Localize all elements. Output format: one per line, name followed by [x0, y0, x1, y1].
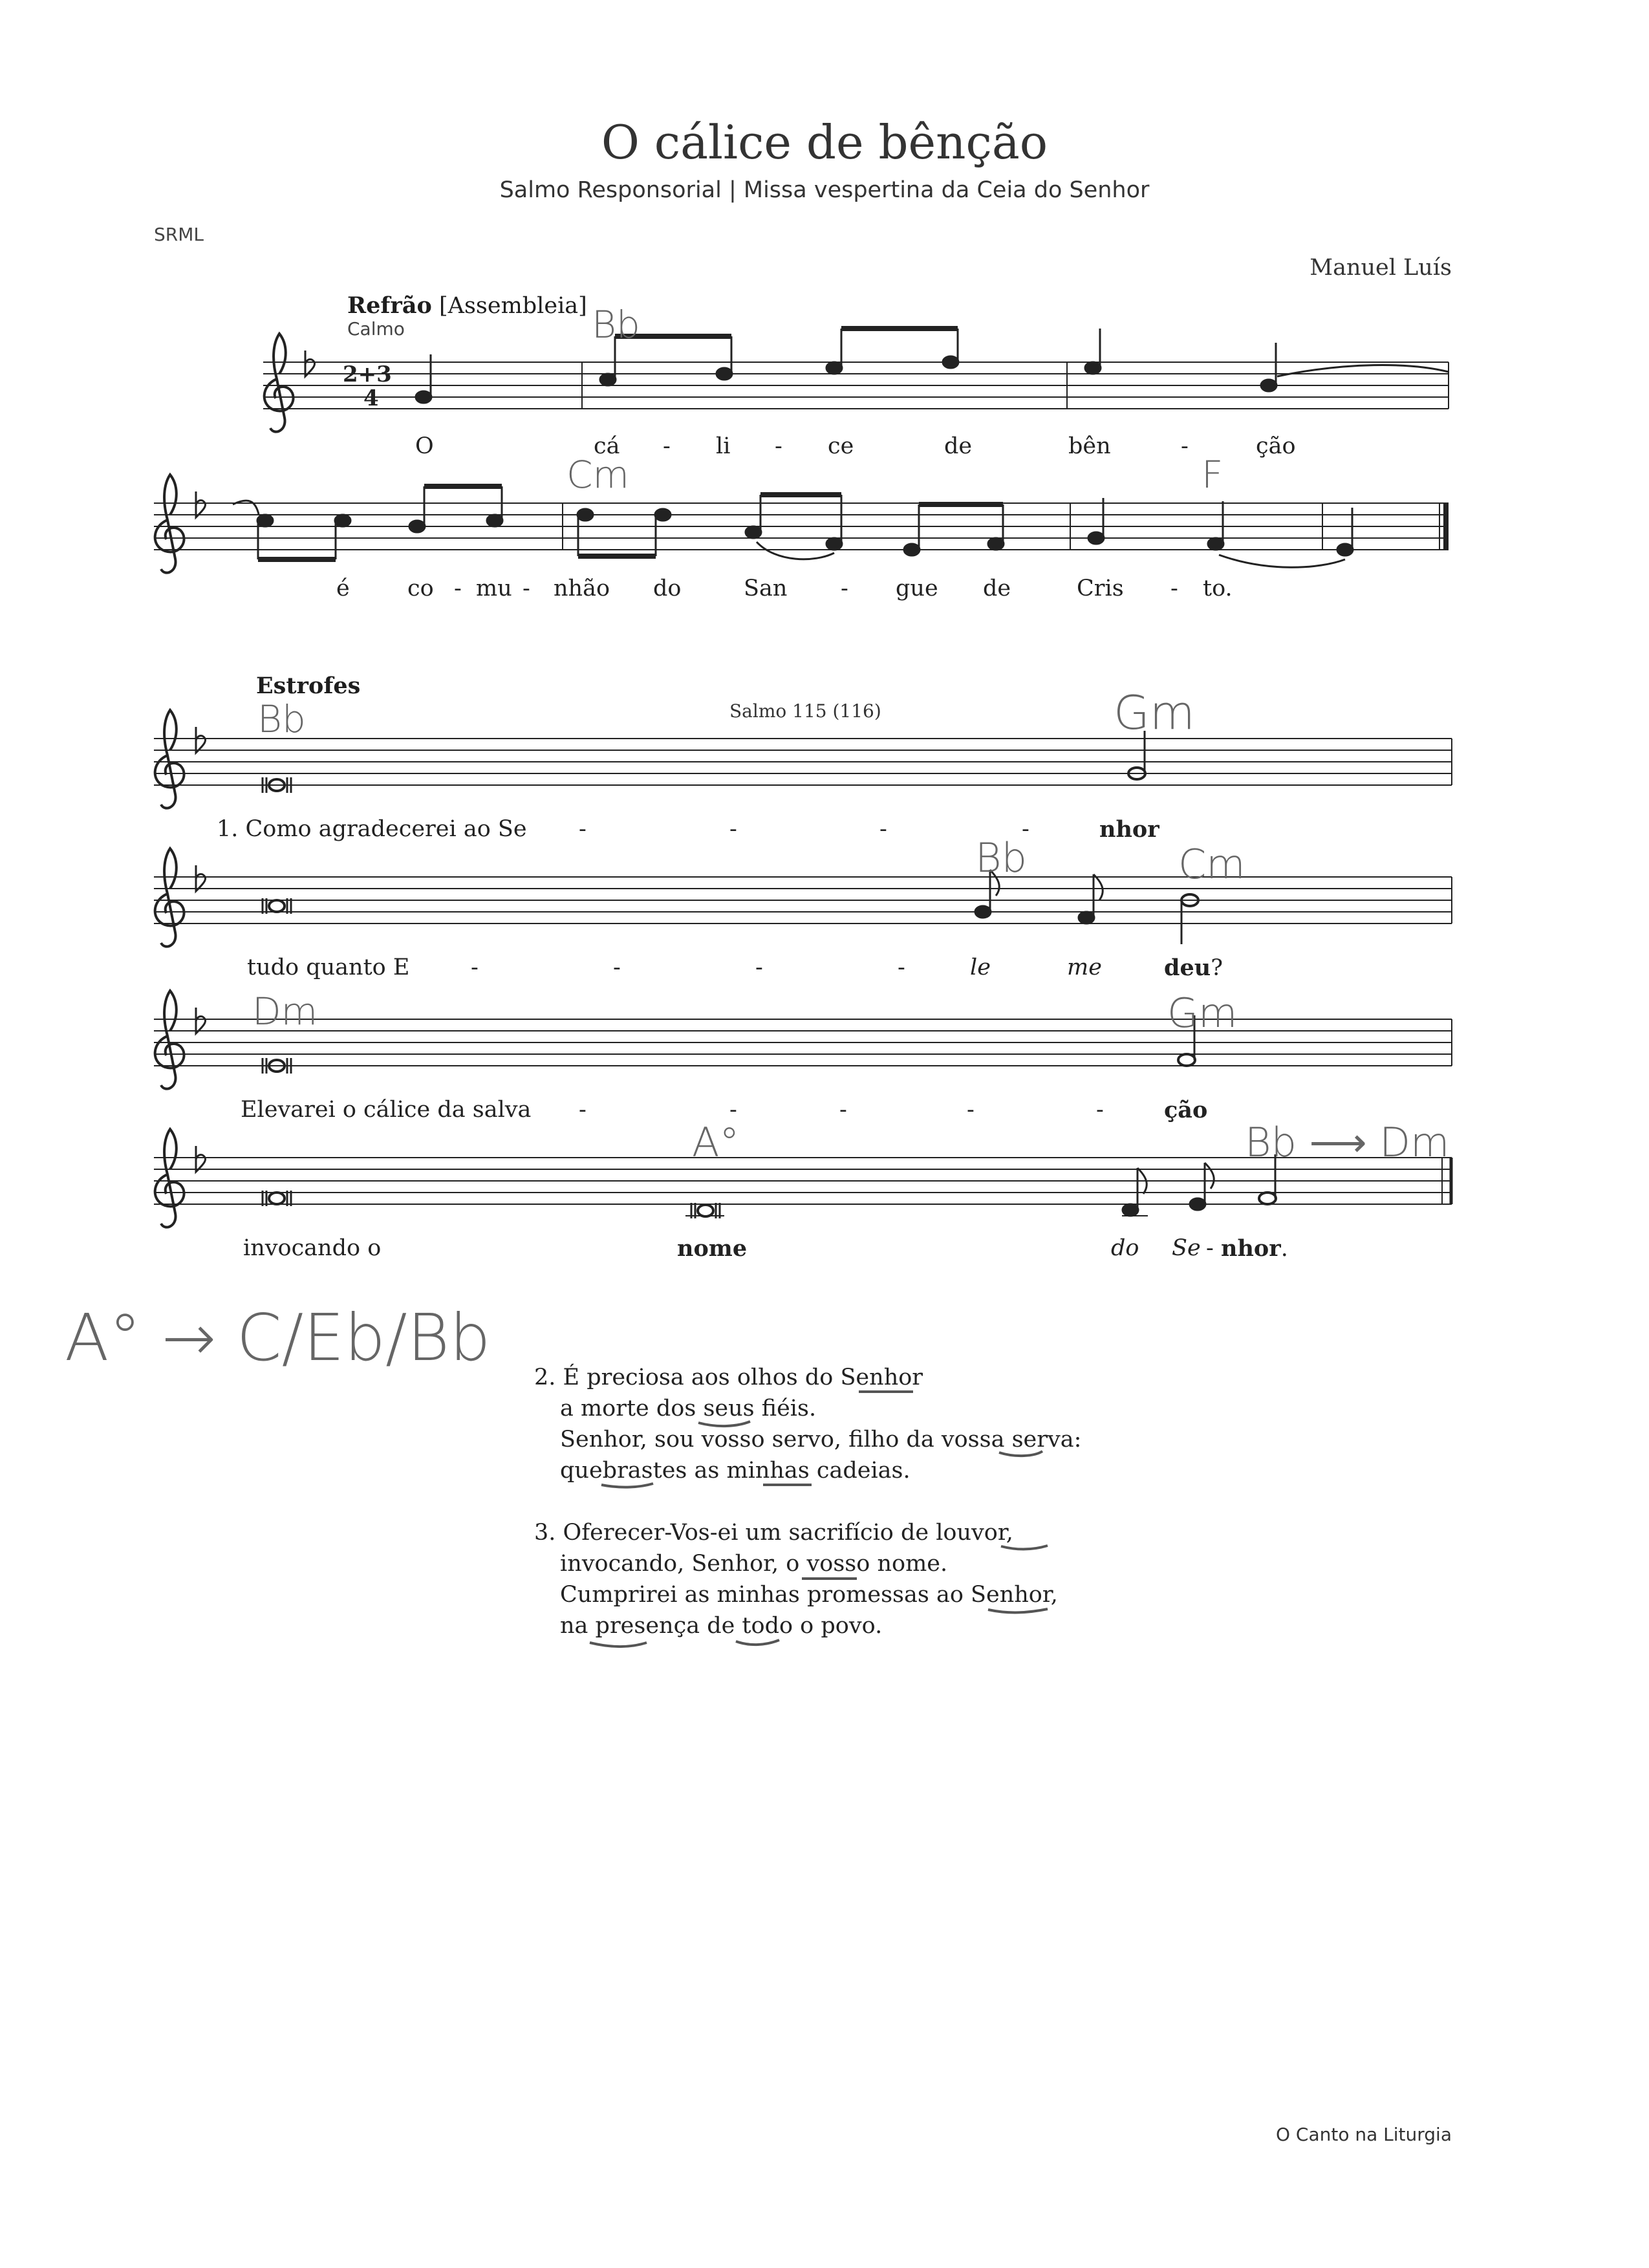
lyric-syllable: gue [896, 576, 938, 601]
lyric-hyphen: - [775, 433, 782, 459]
treble-clef-icon [155, 848, 184, 947]
flat-icon [196, 865, 206, 891]
lyric-hyphen: - [729, 816, 737, 842]
lyric-syllable: co [407, 576, 434, 601]
stanza-3 [534, 1517, 1058, 1641]
stanza1-line4-word: Se [1172, 1235, 1201, 1261]
lyric-hyphen: - [898, 955, 905, 980]
handwritten-chord: F [1202, 453, 1223, 497]
stanza-line: 3. Oferecer-Vos-ei um sacrifício de louvor, [534, 1520, 1013, 1546]
lyric-syllable: bên [1068, 433, 1111, 459]
psalm-reference: Salmo 115 (116) [729, 700, 881, 722]
page-subtitle: Salmo Responsorial | Missa vespertina da Ceia do Senhor [499, 177, 1150, 203]
lyric-syllable: Cris [1077, 576, 1124, 601]
flat-icon [305, 351, 315, 376]
lyric-hyphen: - [579, 1097, 587, 1123]
lyric-syllable: mu [476, 576, 512, 601]
treble-clef-icon [155, 991, 184, 1089]
lyric-hyphen: - [1022, 816, 1029, 842]
stanza-line: na presença de todo o povo. [560, 1613, 883, 1639]
handwritten-margin-note: A° → C/Eb/Bb [65, 1300, 491, 1376]
refrain-voice: [Assembleia] [439, 293, 587, 319]
refrain-staff-2 [154, 475, 1449, 573]
handwritten-chord: Gm [1167, 989, 1238, 1037]
stanza1-line2-text: tudo quanto E [247, 955, 410, 980]
lyric-syllable: ção [1256, 433, 1296, 459]
handwritten-chord: Cm [566, 453, 629, 497]
stanza1-line4-word: do [1111, 1235, 1139, 1261]
lyric-hyphen: - [729, 1097, 737, 1123]
handwritten-chord: Bb ⟶ Dm [1245, 1119, 1450, 1166]
stanza1-line1-text: 1. Como agradecerei ao Se [217, 816, 527, 842]
lyric-hyphen: - [879, 816, 887, 842]
footer-source: O Canto na Liturgia [1275, 2124, 1452, 2145]
lyric-hyphen: - [471, 955, 479, 980]
lyric-syllable: San [744, 576, 788, 601]
lyric-hyphen: - [967, 1097, 975, 1123]
lyric-hyphen: - [613, 955, 621, 980]
lyric-hyphen: - [841, 576, 848, 601]
handwritten-chord: Bb [257, 697, 306, 741]
time-signature-bottom: 4 [363, 385, 379, 411]
strophe-staff-2 [154, 848, 1452, 947]
time-signature-top: 2+3 [343, 362, 392, 387]
handwritten-chord: Cm [1178, 841, 1245, 888]
strophe-staff-1 [154, 710, 1452, 808]
stanza1-line4-mid: nome [677, 1235, 748, 1262]
lyric-hyphen: - [1206, 1235, 1214, 1261]
handwritten-chord: Gm [1114, 686, 1195, 740]
lyric-syllable: de [944, 433, 973, 459]
lyric-syllable: ce [828, 433, 854, 459]
strophes-label: Estrofes [256, 673, 361, 699]
document-code: SRML [154, 224, 204, 245]
treble-clef-icon [155, 710, 184, 808]
lyric-hyphen: - [1181, 433, 1189, 459]
lyric-hyphen: - [579, 816, 587, 842]
handwritten-chord: Bb [975, 834, 1027, 881]
stanza1-line4-text: invocando o [243, 1235, 382, 1261]
refrain-title: Refrão [347, 292, 432, 319]
stanza-line: 2. É preciosa aos olhos do Senhor [534, 1365, 923, 1390]
lyric-hyphen: - [1096, 1097, 1104, 1123]
treble-clef-icon [264, 334, 294, 432]
lyric-hyphen: - [454, 576, 462, 601]
lyric-hyphen: - [663, 433, 671, 459]
page-title: O cálice de bênção [601, 115, 1048, 169]
lyric-hyphen: - [839, 1097, 847, 1123]
stanza1-line2-word: le [970, 955, 991, 980]
stanza1-line4-end: nhor. [1221, 1235, 1288, 1262]
lyric-hyphen: - [1170, 576, 1178, 601]
strophe-staff-3 [154, 991, 1452, 1089]
treble-clef-icon [155, 475, 184, 573]
stanza1-line2-end: deu? [1164, 955, 1223, 981]
stanza1-line3-text: Elevarei o cálice da salva [241, 1097, 532, 1123]
lyric-syllable: do [653, 576, 682, 601]
flat-icon [196, 727, 206, 753]
lyric-syllable: de [983, 576, 1011, 601]
refrain-staff-1 [263, 329, 1449, 432]
treble-clef-icon [155, 1129, 184, 1227]
stanza-line: invocando, Senhor, o vosso nome. [560, 1551, 948, 1577]
lyric-syllable: li [716, 433, 731, 459]
stanza1-line3-end: ção [1164, 1097, 1208, 1123]
handwritten-chord: Dm [252, 989, 318, 1033]
handwritten-chord: A° [692, 1119, 740, 1166]
lyric-syllable: O [415, 433, 434, 459]
stanza1-line1-end: nhor [1099, 816, 1159, 843]
stanza-line: a morte dos seus fiéis. [560, 1396, 817, 1421]
stanza-line: quebrastes as minhas cadeias. [560, 1458, 911, 1484]
stanza1-line2-word: me [1067, 955, 1102, 980]
refrain-tempo: Calmo [347, 318, 405, 340]
stanza-line: Senhor, sou vosso servo, filho da vossa serva: [560, 1427, 1082, 1453]
stanza-line: Cumprirei as minhas promessas ao Senhor, [560, 1582, 1058, 1608]
lyric-syllable: cá [594, 433, 620, 459]
flat-icon [196, 1146, 206, 1172]
composer-name: Manuel Luís [1310, 255, 1452, 281]
lyric-syllable: é [336, 576, 350, 601]
lyric-syllable: nhão [554, 576, 610, 601]
lyric-syllable: to. [1203, 576, 1233, 601]
handwritten-chord: Bb [592, 303, 640, 347]
lyric-hyphen: - [523, 576, 530, 601]
lyric-hyphen: - [755, 955, 763, 980]
breve-note-icon [263, 1191, 291, 1206]
stanza-2 [534, 1362, 1081, 1486]
flat-icon [196, 491, 206, 517]
flat-icon [196, 1008, 206, 1033]
breve-note-icon [263, 898, 291, 914]
